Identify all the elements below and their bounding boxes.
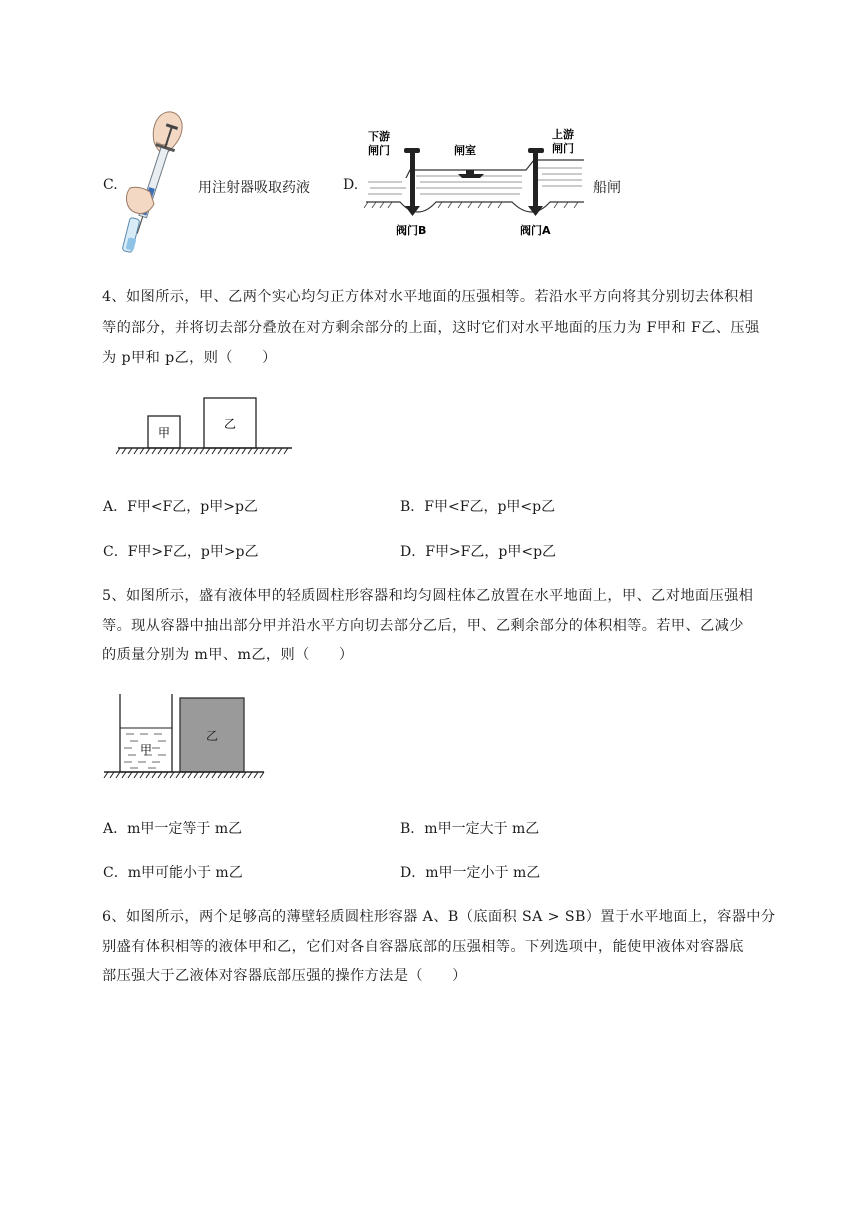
q5-line-3: 的质量分别为 m甲、m乙，则（ ） [102, 647, 354, 663]
q6-line-2: 别盛有体积相等的液体甲和乙，它们对各自容器底部的压强相等。下列选项中，能使甲液体对容器底 [102, 939, 744, 955]
option-c-letter: C. [103, 177, 118, 193]
q5-option-b: B．m甲一定大于 m乙 [400, 821, 540, 837]
q4-cubes-figure [116, 396, 296, 456]
q6-line-3: 部压强大于乙液体对容器底部压强的操作方法是（ ） [102, 968, 467, 984]
q4-option-c: C．F甲>F乙，p甲>p乙 [103, 544, 259, 560]
q5-container-figure [102, 692, 268, 784]
upstream-label-2: 闸门 [552, 142, 574, 155]
q5-option-d: D．m甲一定小于 m乙 [400, 865, 541, 881]
q4-option-a: A．F甲<F乙，p甲>p乙 [103, 499, 258, 515]
cube-yi-label: 乙 [224, 417, 237, 431]
q5-option-a: A．m甲一定等于 m乙 [103, 821, 243, 837]
upstream-label-1: 上游 [552, 128, 574, 141]
q6-line-1: 6、如图所示，两个足够高的薄壁轻质圆柱形容器 A、B（底面积 SA > SB）置于水平地面上，容器中分 [102, 909, 776, 925]
ship-lock-diagram [362, 126, 588, 238]
valve-b-label: 阀门B [396, 224, 427, 237]
downstream-label-2: 闸门 [368, 144, 390, 157]
syringe-illustration [120, 108, 184, 258]
q4-line-2: 等的部分，并将切去部分叠放在对方剩余部分的上面，这时它们对水平地面的压力为 F甲和 F乙、压强 [102, 320, 760, 336]
valve-a-label: 阀门A [520, 224, 551, 237]
option-d-text: 船闸 [593, 180, 621, 196]
q4-line-3: 为 p甲和 p乙，则（ ） [102, 350, 277, 366]
liquid-jia-label: 甲 [140, 743, 153, 757]
option-c-text: 用注射器吸取药液 [198, 180, 310, 196]
cylinder-yi-label: 乙 [206, 729, 219, 743]
q5-line-2: 等。现从容器中抽出部分甲并沿水平方向切去部分乙后，甲、乙剩余部分的体积相等。若甲、乙减少 [102, 618, 744, 634]
q5-line-1: 5、如图所示，盛有液体甲的轻质圆柱形容器和均匀圆柱体乙放置在水平地面上，甲、乙对地面压强相 [102, 588, 754, 604]
q4-option-b: B．F甲<F乙，p甲<p乙 [400, 499, 556, 515]
q4-option-d: D．F甲>F乙，p甲<p乙 [400, 544, 557, 560]
option-d-letter: D. [343, 177, 359, 193]
cube-jia-label: 甲 [158, 426, 171, 440]
chamber-label: 闸室 [454, 144, 476, 157]
q4-line-1: 4、如图所示，甲、乙两个实心均匀正方体对水平地面的压强相等。若沿水平方向将其分别切去体积相 [102, 289, 754, 305]
q5-option-c: C．m甲可能小于 m乙 [103, 865, 243, 881]
downstream-label-1: 下游 [368, 130, 390, 143]
